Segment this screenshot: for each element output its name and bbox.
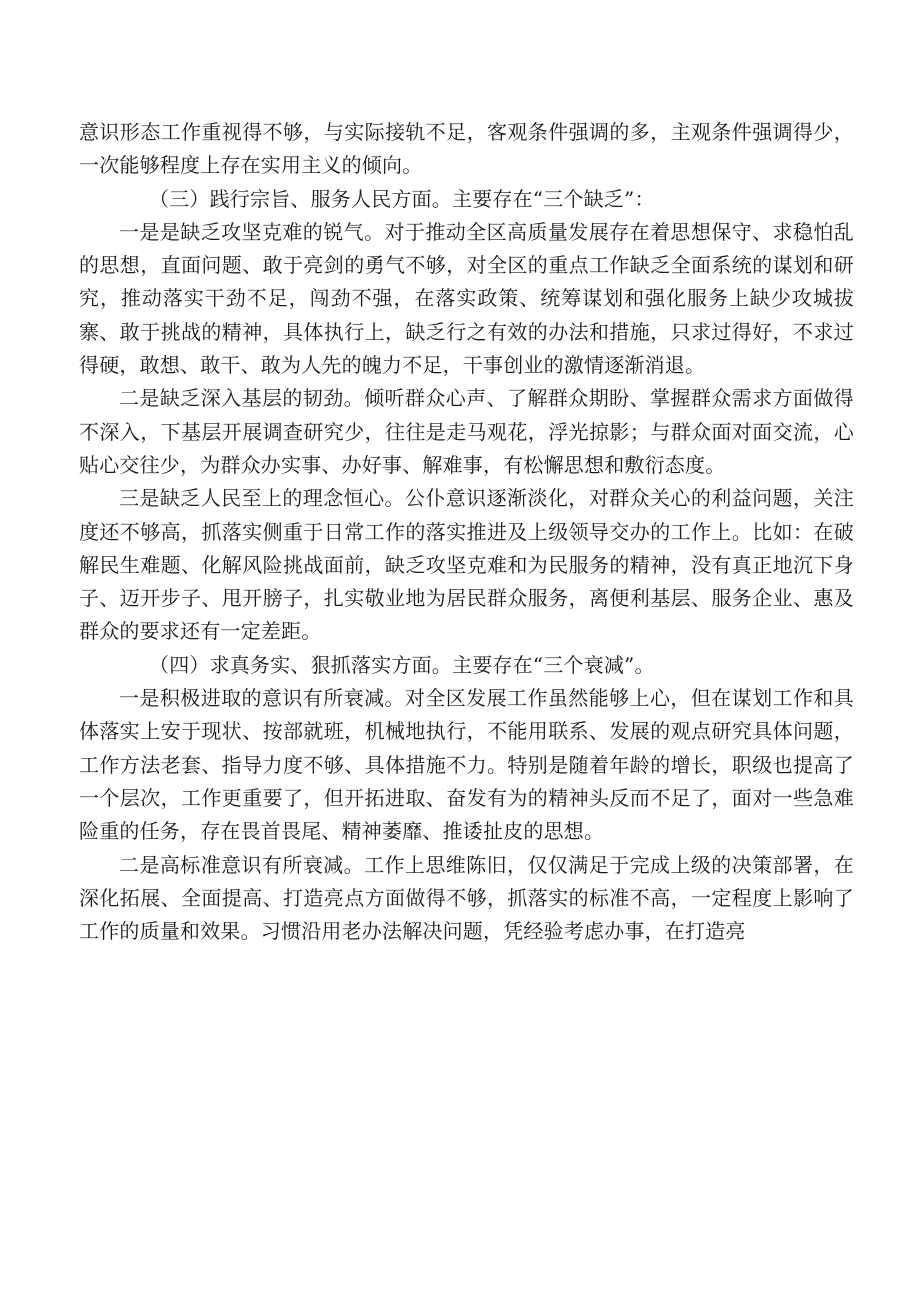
section-heading-4: （四）求真务实、狠抓落实方面。主要存在“三个衰减”。 [149, 652, 655, 677]
paragraph-point-5: 二是高标准意识有所衰减。工作上思维陈旧，仅仅满足于完成上级的决策部署，在深化拓展、全面提高、打造亮点方面做得不够，抓落实的标准不高，一定程度上影响了工作的质量和效果。习惯沿用老办法解决问题，凭经验考虑办事，在打造亮 [79, 852, 854, 944]
paragraph-point-4: 一是积极进取的意识有所衰减。对全区发展工作虽然能够上心，但在谋划工作和具体落实上安于现状、按部就班，机械地执行，不能用联系、发展的观点研究具体问题，工作方法老套、指导力度不够、具体措施不力。特别是随着年龄的增长，职级也提高了一个层次，工作更重要了，但开拓进取、奋发有为的精神头反而不足了，面对一些急难险重的任务，存在畏首畏尾、精神萎靡、推诿扯皮的思想。 [79, 686, 854, 844]
paragraph-point-1: 一是是缺乏攻坚克难的锐气。对于推动全区高质量发展存在着思想保守、求稳怕乱的思想，直面问题、敢于亮剑的勇气不够，对全区的重点工作缺乏全面系统的谋划和研究，推动落实干劲不足，闯劲不强，在落实政策、统筹谋划和强化服务上缺少攻城拔寨、敢于挑战的精神，具体执行上，缺乏行之有效的办法和措施，只求过得好，不求过得硬，敢想、敢干、敢为人先的魄力不足，干事创业的激情逐渐消退。 [79, 219, 854, 378]
paragraph-continuation: 意识形态工作重视得不够，与实际接轨不足，客观条件强调的多，主观条件强调得少，一次能够程度上存在实用主义的倾向。 [79, 120, 854, 178]
section-heading-3: （三）践行宗旨、服务人民方面。主要存在“三个缺乏”： [149, 186, 655, 211]
paragraph-point-3: 三是缺乏人民至上的理念恒心。公仆意识逐渐淡化，对群众关心的利益问题，关注度还不够高，抓落实侧重于日常工作的落实推进及上级领导交办的工作上。比如：在破解民生难题、化解风险挑战面前，缺乏攻坚克难和为民服务的精神，没有真正地沉下身子、迈开步子、甩开膀子，扎实敬业地为居民群众服务，离便利基层、服务企业、惠及群众的要求还有一定差距。 [79, 486, 854, 644]
paragraph-point-2: 二是缺乏深入基层的韧劲。倾听群众心声、了解群众期盼、掌握群众需求方面做得不深入，下基层开展调查研究少，往往是走马观花，浮光掠影；与群众面对面交流，心贴心交往少，为群众办实事、办好事、解难事，有松懈思想和敷衍态度。 [79, 386, 854, 477]
document-body [79, 116, 854, 948]
